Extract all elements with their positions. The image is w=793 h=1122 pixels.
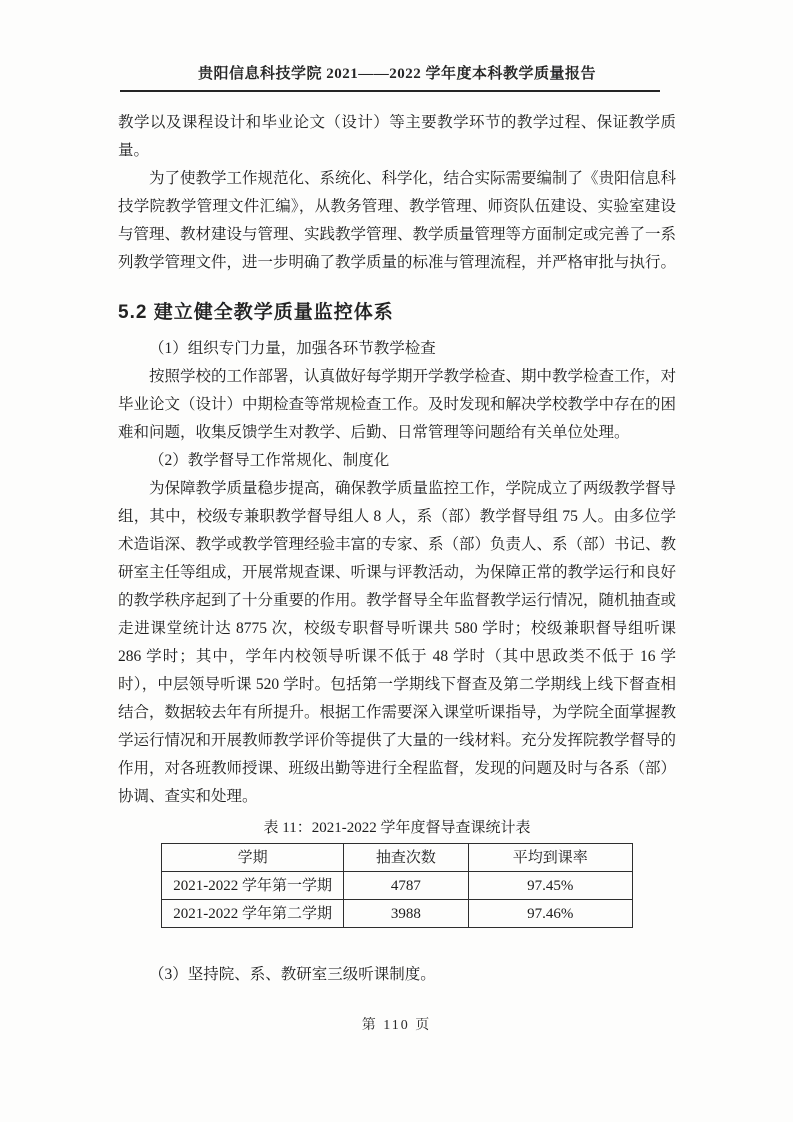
column-header-attendance-rate: 平均到课率 <box>468 844 632 872</box>
paragraph-item-2: 为保障教学质量稳步提高，确保教学质量监控工作，学院成立了两级教学督导组，其中，校级专兼职教学督导组人 8 人，系（部）教学督导组 75 人。由多位学术造诣深、教学或教学管理经验丰富的专家、系（部）负责人、系（部）书记、教研室主任等组成，开展常规查课、听课与评教活动，为保障正常的教学运行和良好的教学秩序起到了十分重要的作用。教学督导全年监督教学运行情况，随机抽查或走进课堂统计达 8775 次，校级专职督导听课共 580 学时；校级兼职督导组听课 286 学时；其中，学年内校领导听课不低于 48 学时（其中思政类不低于 16 学时），中层领导听课 520 学时。包括第一学期线下督查及第二学期线上线下督查相结合，数据较去年有所提升。根据工作需要深入课堂听课指导，为学院全面掌握教学运行情况和开展教师教学评价等提供了大量的一线材料。充分发挥院教学督导的作用，对各班教师授课、班级出勤等进行全程监督，发现的问题及时与各系（部）协调、查实和处理。 <box>118 480 677 805</box>
supervision-class-check-table <box>161 843 633 928</box>
cell-semester-1-rate: 97.45% <box>468 872 632 900</box>
document-body <box>118 109 676 989</box>
item-2-title: （2）教学督导工作常规化、制度化 <box>149 452 390 469</box>
cell-semester-2-name: 2021-2022 学年第二学期 <box>162 900 344 928</box>
cell-semester-2-count: 3988 <box>344 900 468 928</box>
cell-semester-1-name: 2021-2022 学年第一学期 <box>162 872 344 900</box>
table-header-row <box>162 844 633 872</box>
page-footer <box>0 1014 793 1034</box>
paragraph-teaching-process-carryover: 教学以及课程设计和毕业论文（设计）等主要教学环节的教学过程、保证教学质量。 <box>118 114 676 159</box>
table-section <box>118 818 676 928</box>
column-header-semester: 学期 <box>162 844 344 872</box>
cell-semester-2-rate: 97.46% <box>468 900 632 928</box>
paragraph-item-1: 按照学校的工作部署，认真做好每学期开学教学检查、期中教学检查工作，对毕业论文（设计）中期检查等常规检查工作。及时发现和解决学校教学中存在的困难和问题，收集反馈学生对教学、后勤、日常管理等问题给有关单位处理。 <box>118 368 677 441</box>
item-3-title: （3）坚持院、系、教研室三级听课制度。 <box>149 966 436 983</box>
cell-semester-1-count: 4787 <box>344 872 468 900</box>
paragraph-standardization: 为了使教学工作规范化、系统化、科学化，结合实际需要编制了《贵阳信息科技学院教学管理文件汇编》，从教务管理、教学管理、师资队伍建设、实验室建设与管理、教材建设与管理、实践教学管理、教学质量管理等方面制定或完善了一系列教学管理文件，进一步明确了教学质量的标准与管理流程，并严格审批与执行。 <box>118 170 677 271</box>
section-heading-5-2: 5.2 建立健全教学质量监控体系 <box>118 302 394 323</box>
item-1-title: （1）组织专门力量，加强各环节教学检查 <box>149 340 436 357</box>
table-row-semester-2 <box>162 900 633 928</box>
page-number: 第 110 页 <box>361 1018 432 1033</box>
table-caption: 表 11：2021-2022 学年度督导查课统计表 <box>263 820 531 836</box>
column-header-check-count: 抽查次数 <box>344 844 468 872</box>
header-rule <box>120 90 660 92</box>
table-row-semester-1 <box>162 872 633 900</box>
page-header-title: 贵阳信息科技学院 2021——2022 学年度本科教学质量报告 <box>197 66 596 82</box>
